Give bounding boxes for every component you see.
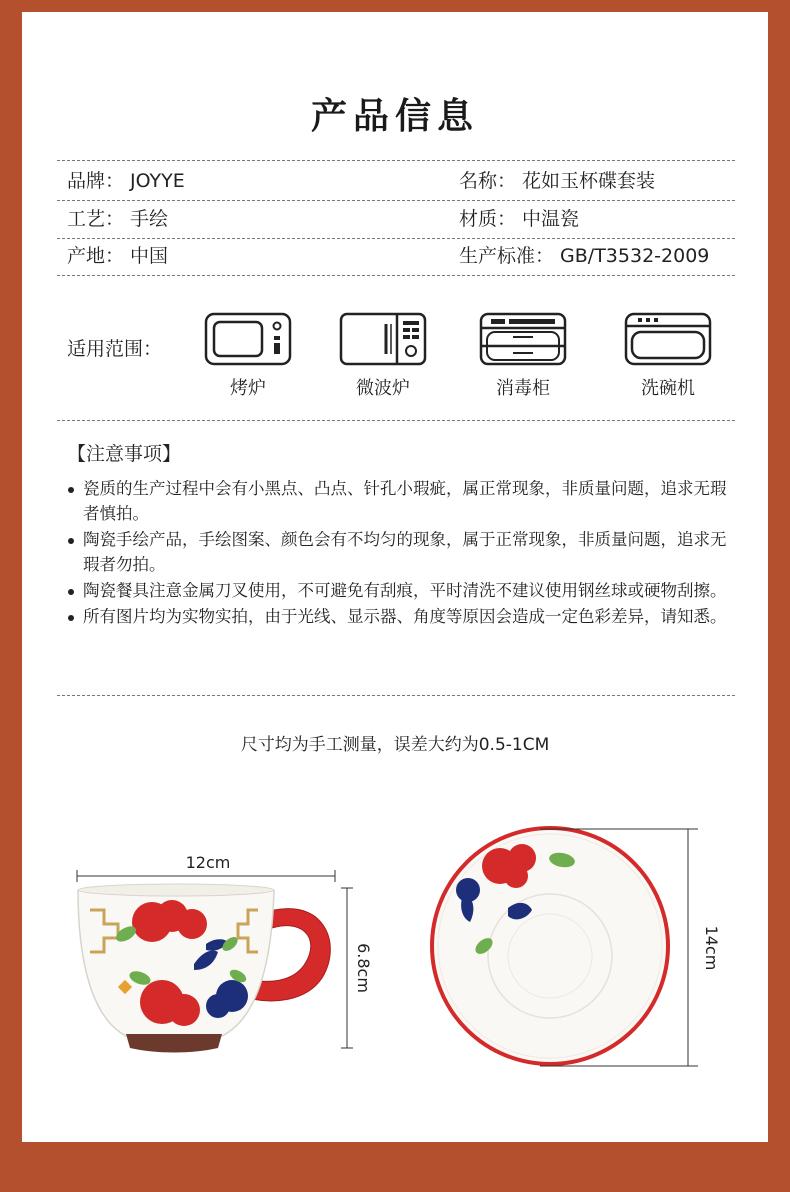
spec-product-name: 名称： 花如玉杯碟套装 — [459, 170, 656, 192]
cup-height-label: 6.8cm — [354, 943, 373, 993]
usage-item-label: 消毒柜 — [496, 378, 550, 399]
spec-material: 材质： 中温瓷 — [459, 208, 580, 230]
saucer-image — [432, 828, 668, 1064]
cup-width-label: 12cm — [185, 853, 231, 872]
usage-item-label: 烤炉 — [230, 378, 266, 399]
notice-text: 所有图片均为实物实拍，由于光线、显示器、角度等原因会造成一定色彩差异，请知悉。 — [83, 607, 727, 626]
cup-image — [78, 884, 330, 1053]
cup-height-dimension — [341, 888, 353, 1048]
notice-title: 【注意事项】 — [67, 443, 182, 465]
size-note: 尺寸均为手工测量，误差大约为0.5-1CM — [240, 735, 550, 755]
product-illustration — [22, 12, 768, 1142]
notice-text: 瓷质的生产过程中会有小黑点、凸点、针孔小瑕疵，属正常现象，非质量问题，追求无瑕者慎拍。 — [83, 479, 727, 523]
usage-item-label: 洗碗机 — [641, 378, 695, 399]
spec-brand: 品牌： JOYYE — [67, 170, 185, 192]
page-title: 产品信息 — [310, 96, 479, 137]
spec-standard: 生产标准： GB/T3532-2009 — [459, 245, 710, 267]
spec-origin: 产地： 中国 — [67, 245, 169, 267]
notice-text: 陶瓷手绘产品，手绘图案、颜色会有不均匀的现象，属于正常现象，非质量问题，追求无瑕者勿拍。 — [83, 530, 727, 574]
usage-item-label: 微波炉 — [356, 378, 410, 399]
usage-label: 适用范围： — [67, 338, 163, 360]
spec-craft: 工艺： 手绘 — [67, 208, 169, 230]
notice-text: 陶瓷餐具注意金属刀叉使用，不可避免有刮痕，平时清洗不建议使用钢丝球或硬物刮擦。 — [83, 581, 727, 600]
content-panel — [22, 12, 768, 1142]
saucer-diameter-label: 14cm — [702, 925, 721, 971]
